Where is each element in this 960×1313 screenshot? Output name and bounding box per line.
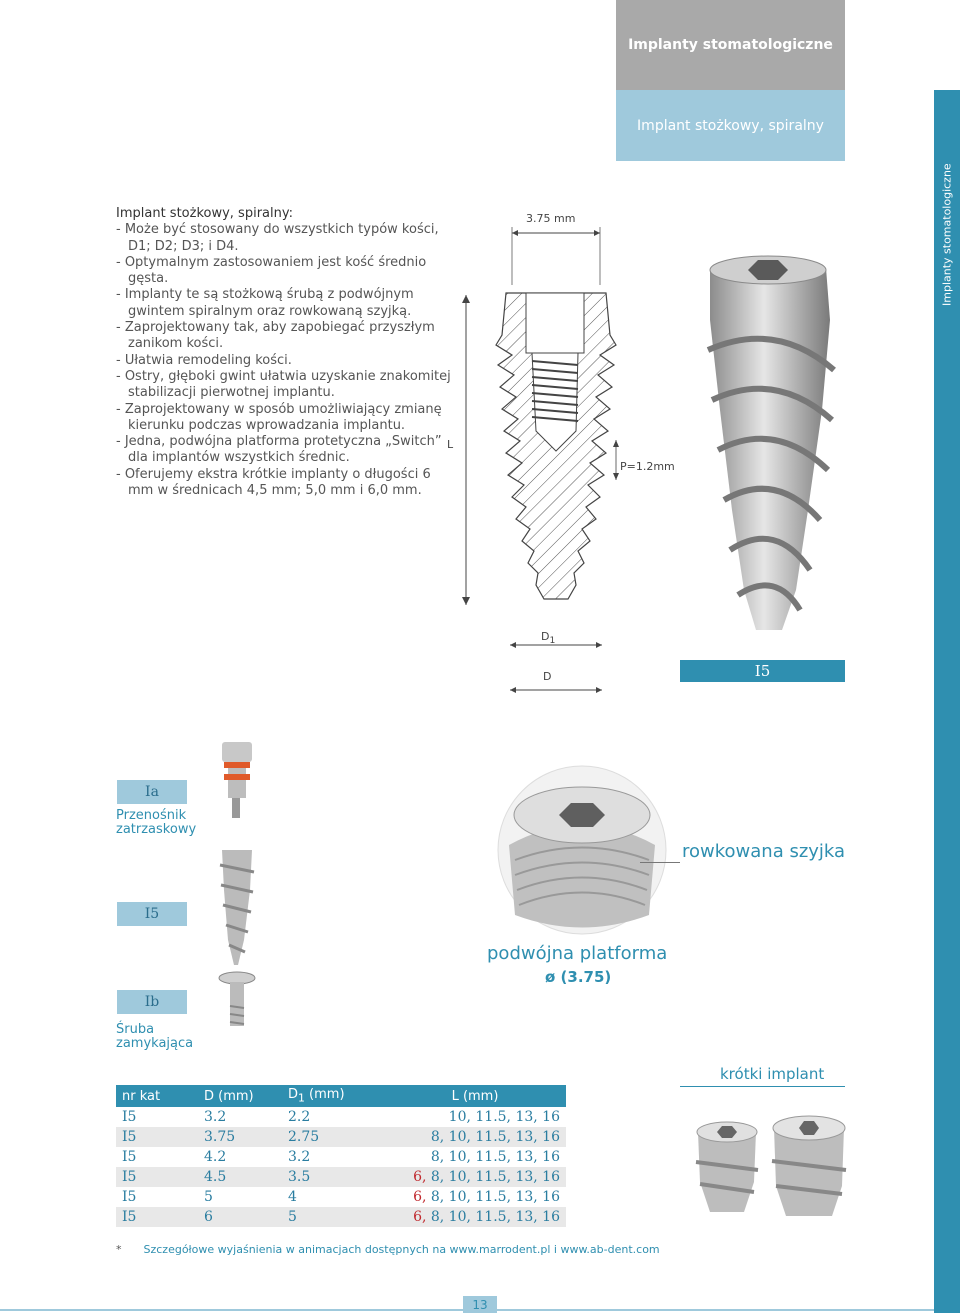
cell-l: 6, 8, 10, 11.5, 13, 16 xyxy=(384,1167,566,1187)
table-row xyxy=(116,1147,566,1167)
table-row xyxy=(116,1207,566,1227)
cell-d1: 2.75 xyxy=(282,1127,384,1147)
description-item: - Zaprojektowany w sposób umożliwiający zmianę kierunku podczas wprowadzania implantu. xyxy=(116,401,442,433)
top-dimension-label: 3.75 mm xyxy=(526,212,576,225)
section-header xyxy=(616,0,845,90)
component-label-ia: Przenośnik zatrzaskowy xyxy=(116,808,197,837)
implant-photo xyxy=(696,250,846,645)
short-implant-photo xyxy=(690,1112,850,1222)
cell-d1: 3.5 xyxy=(282,1167,384,1187)
cell-cat: I5 xyxy=(116,1127,198,1147)
cell-l: 8, 10, 11.5, 13, 16 xyxy=(384,1127,566,1147)
specification-table xyxy=(116,1085,566,1227)
section-title: Implanty stomatologiczne xyxy=(628,37,833,53)
cell-d: 4.2 xyxy=(204,1149,227,1165)
table-header-row xyxy=(116,1085,566,1107)
table-row xyxy=(116,1107,566,1127)
cell-cat: I5 xyxy=(122,1189,137,1205)
cell-d1: 5 xyxy=(282,1207,384,1227)
cell-cat: I5 xyxy=(122,1149,137,1165)
component-tag-ia: Ia xyxy=(117,780,187,804)
subsection-header xyxy=(616,90,845,161)
component-label-ib: Śruba zamykająca xyxy=(116,1022,194,1051)
table-row xyxy=(116,1167,566,1187)
table-row xyxy=(116,1127,566,1147)
description-item: - Ułatwia remodeling kości. xyxy=(116,352,292,368)
cell-l: 8, 10, 11.5, 13, 16 xyxy=(430,1149,560,1165)
description-item: - Może być stosowany do wszystkich typów kości, D1; D2; D3; i D4. xyxy=(116,222,439,254)
footnote: * Szczegółowe wyjaśnienia w animacjach dostępnych na www.marrodent.pl i www.ab-dent.com xyxy=(116,1243,660,1256)
cell-d: 4.5 xyxy=(198,1167,282,1187)
main-catalog-tag: I5 xyxy=(680,660,845,682)
components-photo xyxy=(212,740,267,1040)
pitch-label: P=1.2mm xyxy=(620,460,675,473)
cell-d: 5 xyxy=(204,1189,213,1205)
description-item: - Jedna, podwójna platforma protetyczna „Switch” dla implantów wszystkich średnic. xyxy=(116,434,442,466)
cell-cat: I5 xyxy=(116,1167,198,1187)
cell-d1: 2.2 xyxy=(288,1109,311,1125)
table-row xyxy=(116,1187,566,1207)
description-item: - Ostry, głęboki gwint ułatwia uzyskanie znakomitej stabilizacji pierwotnej implantu. xyxy=(116,368,451,401)
subsection-title: Implant stożkowy, spiralny xyxy=(637,117,824,134)
component-tag-i5: I5 xyxy=(117,902,187,926)
callout-line xyxy=(640,862,680,863)
short-implant-rule xyxy=(680,1086,845,1087)
description-item: - Zaprojektowany tak, aby zapobiegać przyszłym zanikom kości. xyxy=(116,320,435,352)
cell-d1: 3.2 xyxy=(288,1149,311,1165)
cell-cat: I5 xyxy=(116,1207,198,1227)
description-item: - Implanty te są stożkową śrubą z podwójnym gwintem spiralnym oraz rowkowaną szyjką. xyxy=(116,287,414,319)
component-tag-ib: Ib xyxy=(117,990,187,1014)
cell-l: 6, 8, 10, 11.5, 13, 16 xyxy=(413,1189,560,1205)
cell-d: 3.75 xyxy=(198,1127,282,1147)
d1-label: $D_1$ xyxy=(541,630,556,647)
platform-closeup-photo xyxy=(497,765,667,935)
col-header-d: D (mm) xyxy=(198,1085,282,1107)
col-header-l: L (mm) xyxy=(384,1085,566,1107)
cell-cat: I5 xyxy=(122,1109,137,1125)
page-number: 13 xyxy=(472,1298,488,1312)
description-item: - Optymalnym zastosowaniem jest kość średnio gęsta. xyxy=(116,254,427,287)
description-item: - Oferujemy ekstra krótkie implanty o długości 6 mm w średnicach 4,5 mm; 5,0 mm i 6,0 mm. xyxy=(116,466,431,499)
col-header-d1: $D_1$ (mm) xyxy=(282,1085,384,1107)
grooved-neck-label: rowkowana szyjka xyxy=(682,841,846,862)
cell-l: 10, 11.5, 13, 16 xyxy=(448,1109,560,1125)
implant-cross-section-drawing xyxy=(440,205,680,695)
col-header-cat: nr kat xyxy=(116,1085,198,1107)
length-label: L xyxy=(447,438,454,451)
double-platform-label: podwójna platforma xyxy=(487,943,668,964)
product-description xyxy=(116,206,456,499)
description-title: Implant stożkowy, spiralny: xyxy=(116,206,293,221)
side-bar-label: Implanty stomatologiczne xyxy=(940,163,954,307)
cell-d: 6 xyxy=(198,1207,282,1227)
short-implant-label: krótki implant xyxy=(720,1065,825,1083)
cell-d: 3.2 xyxy=(204,1109,227,1125)
cell-l: 6, 8, 10, 11.5, 13, 16 xyxy=(384,1207,566,1227)
cell-d1: 4 xyxy=(288,1189,297,1205)
d-label: D xyxy=(543,670,552,683)
platform-diameter-label: ø (3.75) xyxy=(545,968,612,986)
